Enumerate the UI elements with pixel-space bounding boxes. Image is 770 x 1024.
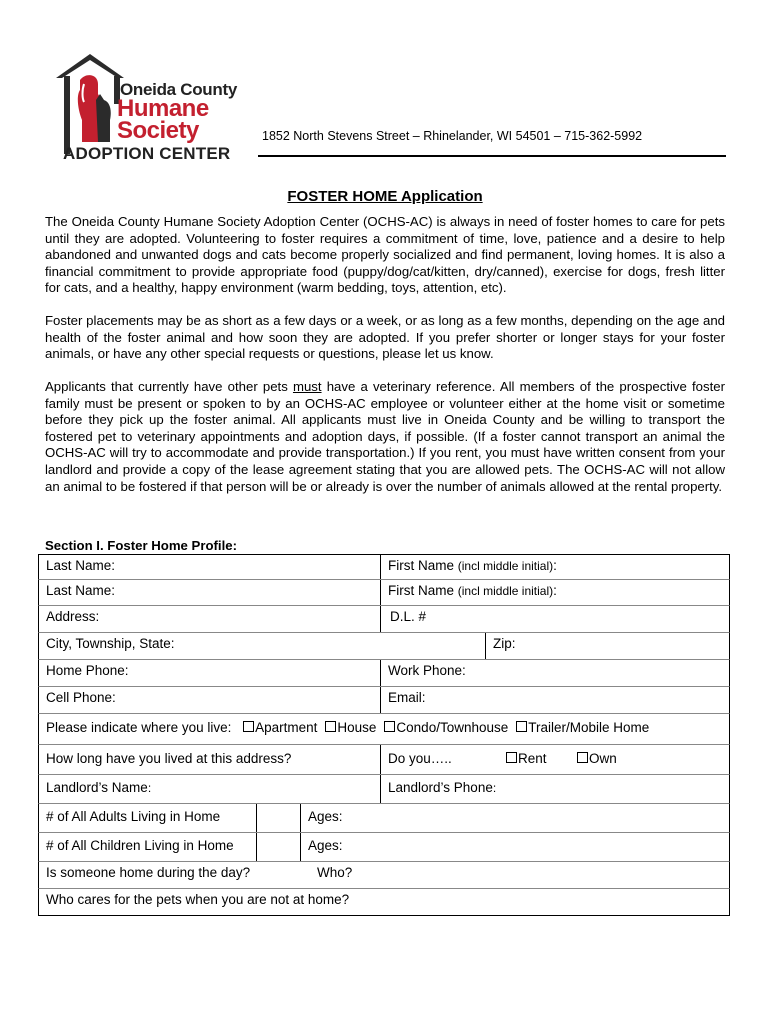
foster-profile-form <box>38 554 730 916</box>
trailer-checkbox[interactable]: Trailer/Mobile Home <box>516 720 649 735</box>
form-row-name-1 <box>38 554 730 579</box>
home-phone-field[interactable]: Home Phone: <box>46 663 129 678</box>
form-row-name-2 <box>38 579 730 605</box>
residence-type: Please indicate where you live: Apartment House Condo/Townhouse Trailer/Mobile Home <box>46 720 650 735</box>
rent-own-field: Do you….. Rent Own <box>380 745 731 774</box>
requirements-paragraph: Applicants that currently have other pets must have a veterinary reference. All members of the prospective foster family must be present or spoken to by an OCHS-AC employee or volunteer either at the home visit or sometime before they pick up the foster animal. All applicants must live in Oneida County and be willing to transport the fostered pet to veterinary appointments and adoption days, if possible. (If a foster cannot transport an animal the OCHS-AC will try to accommodate and provide transportation.) If you rent, you must have written consent from your landlord and provide a copy of the lease agreement stating that you are allowed pets. The OCHS-AC will not allow an animal to be fostered if that person will be or already is over the number of animals allowed at the rental property. <box>45 379 726 494</box>
form-row-adults <box>38 803 730 832</box>
placement-paragraph: Foster placements may be as short as a few days or a week, or as long as a few months, depending on the age and health of the foster animal and how soon they are adopted. If you prefer shorter or longer stays for your foster animals, or have any other special requests or questions, please let us know. <box>45 313 725 362</box>
landlord-phone-field[interactable]: Landlord’s Phone: <box>380 775 731 803</box>
section-title: Section I. Foster Home Profile: <box>45 538 237 553</box>
cat-icon <box>96 94 111 142</box>
rent-checkbox[interactable]: Rent <box>506 751 547 766</box>
house-checkbox[interactable]: House <box>325 720 376 735</box>
apartment-checkbox[interactable]: Apartment <box>243 720 317 735</box>
children-ages-field[interactable]: Ages: <box>300 833 731 861</box>
address-field[interactable]: Address: <box>46 609 100 624</box>
adults-label: # of All Adults Living in Home <box>46 809 221 824</box>
last-name-field-1[interactable]: Last Name: <box>46 558 116 573</box>
header-rule <box>258 155 726 157</box>
adults-count-field[interactable] <box>256 804 300 832</box>
who-field[interactable]: Who? <box>317 865 353 880</box>
form-row-children <box>38 832 730 861</box>
email-field[interactable]: Email: <box>380 687 731 713</box>
form-row-city <box>38 632 730 659</box>
city-field[interactable]: City, Township, State: <box>46 636 175 651</box>
own-checkbox[interactable]: Own <box>577 751 617 766</box>
page-title: FOSTER HOME Application <box>287 188 483 205</box>
form-row-residence <box>38 713 730 744</box>
org-name-line3: Society <box>117 117 199 144</box>
form-row-caretaker <box>38 888 730 916</box>
form-row-landlord <box>38 774 730 803</box>
work-phone-field[interactable]: Work Phone: <box>380 660 731 686</box>
zip-field[interactable]: Zip: <box>485 633 731 659</box>
org-address: 1852 North Stevens Street – Rhinelander, WI 54501 – 715-362-5992 <box>262 129 643 143</box>
dl-field[interactable]: D.L. # <box>380 606 731 632</box>
last-name-field-2[interactable]: Last Name: <box>46 583 116 598</box>
house-icon <box>56 54 124 78</box>
form-row-cell <box>38 686 730 713</box>
form-row-tenure <box>38 744 730 774</box>
form-row-phone <box>38 659 730 686</box>
form-row-daytime <box>38 861 730 888</box>
caretaker-field[interactable]: Who cares for the pets when you are not at home? <box>46 892 350 907</box>
children-count-field[interactable] <box>256 833 300 861</box>
first-name-field-1[interactable]: First Name (incl middle initial): <box>380 555 731 579</box>
first-name-field-2[interactable]: First Name (incl middle initial): <box>380 580 731 605</box>
form-row-address <box>38 605 730 632</box>
org-name-line1: Oneida County <box>120 80 237 99</box>
someone-home-field[interactable]: Is someone home during the day? <box>46 865 251 880</box>
adults-ages-field[interactable]: Ages: <box>300 804 731 832</box>
org-name-line2: Humane <box>117 95 209 122</box>
org-name-line4: ADOPTION CENTER <box>63 144 231 163</box>
children-label: # of All Children Living in Home <box>46 838 234 853</box>
cell-phone-field[interactable]: Cell Phone: <box>46 690 116 705</box>
landlord-name-field[interactable]: Landlord’s Name: <box>46 780 152 795</box>
how-long-field[interactable]: How long have you lived at this address? <box>46 751 292 766</box>
condo-checkbox[interactable]: Condo/Townhouse <box>384 720 508 735</box>
intro-paragraph: The Oneida County Humane Society Adoption Center (OCHS-AC) is always in need of foster homes to care for pets until they are adopted. Volunteering to foster requires a commitment of time, love, patience and a desire to help abandoned and unwanted dogs and cats become properly socialized and find permanent, loving homes. It is also a financial commitment to provide appropriate food (puppy/dog/cat/kitten, dry/canned), exercise for dogs, fresh litter for cats, and a healthy, happy environment (warm bedding, toys, attention, etc). <box>45 214 725 296</box>
